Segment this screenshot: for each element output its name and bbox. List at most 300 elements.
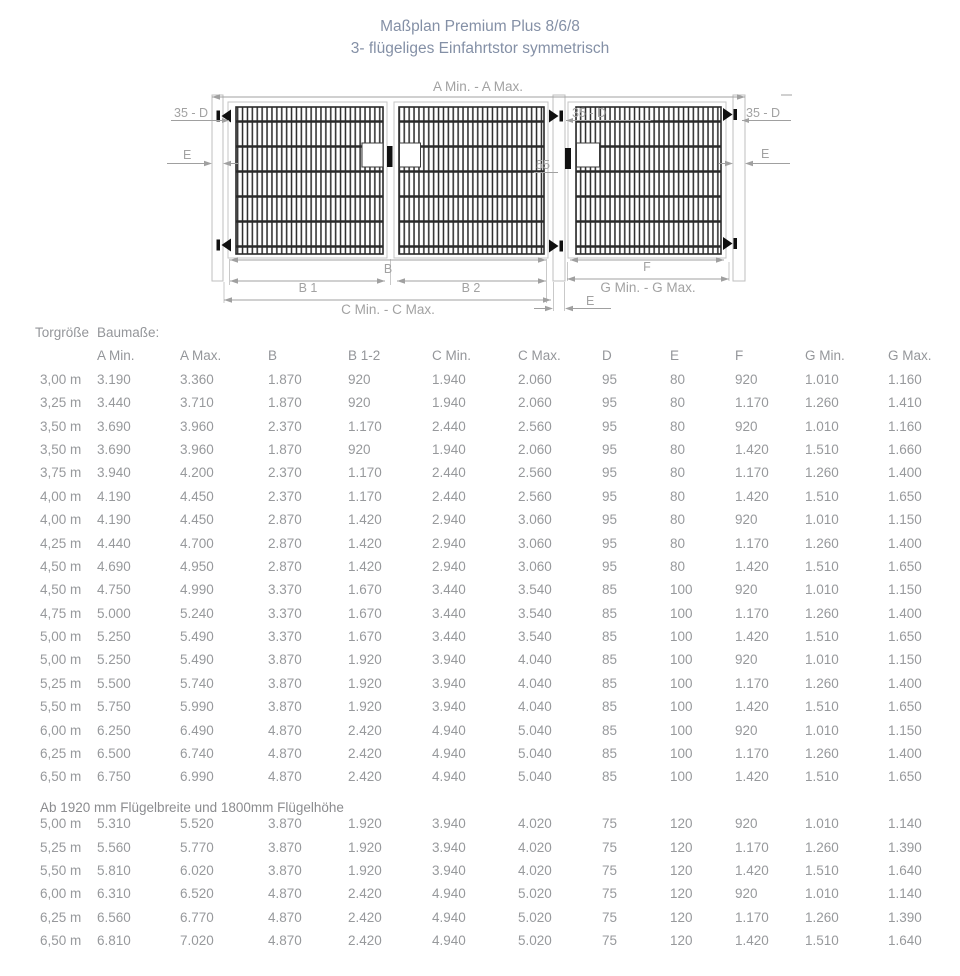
table-cell: 6,50 m	[40, 769, 82, 785]
table-cell: 4.040	[518, 699, 552, 715]
table-cell: 3.870	[268, 862, 302, 878]
col-header-torgroesse: Torgröße	[35, 325, 90, 340]
table-cell: 80	[670, 441, 686, 457]
table-cell: 4.450	[180, 488, 214, 504]
table-cell: 4,25 m	[40, 535, 82, 551]
table-cell: 95	[602, 558, 618, 574]
table-cell: 1.870	[268, 371, 302, 387]
header-spacer	[35, 344, 97, 367]
table-cell: 920	[735, 418, 758, 434]
table-cell: 1.920	[348, 839, 382, 855]
header-spacer	[518, 321, 602, 344]
hinge-icon	[723, 237, 737, 250]
table-cell: 75	[602, 886, 618, 902]
table-cell: 6,25 m	[40, 746, 82, 762]
table-cell: 1.010	[805, 816, 839, 832]
dim-label-g: G Min. - G Max.	[600, 280, 696, 295]
table-cell: 1.010	[805, 886, 839, 902]
table-cell: 5,00 m	[40, 629, 82, 645]
table-cell: 1.010	[805, 512, 839, 528]
table-cell: 120	[670, 933, 693, 949]
table-cell: 5.250	[97, 652, 131, 668]
table-cell: 80	[670, 558, 686, 574]
table-cell: 4.700	[180, 535, 214, 551]
table-cell: 4.870	[268, 933, 302, 949]
table-cell: 3.940	[432, 699, 466, 715]
table-cell: 1.920	[348, 675, 382, 691]
table-cell: 85	[602, 582, 618, 598]
table-cell: 1.170	[735, 909, 769, 925]
table-cell: 80	[670, 512, 686, 528]
table-cell: 3.540	[518, 605, 552, 621]
dim-label-e-left: E	[183, 148, 192, 162]
col-header: D	[602, 348, 612, 364]
table-cell: 100	[670, 769, 693, 785]
table-cell: 1.420	[735, 629, 769, 645]
table-cell: 6,50 m	[40, 933, 82, 949]
table-cell: 5.020	[518, 933, 552, 949]
table-cell: 5,50 m	[40, 699, 82, 715]
table-cell: 3,25 m	[40, 395, 82, 411]
table-cell: 1.010	[805, 722, 839, 738]
table-cell: 1.510	[805, 441, 839, 457]
table-cell: 4.990	[180, 582, 214, 598]
table-cell: 1.420	[348, 535, 382, 551]
table-cell: 3.370	[268, 605, 302, 621]
table-cell: 2.440	[432, 488, 466, 504]
table-cell: 4.450	[180, 512, 214, 528]
table-cell: 95	[602, 488, 618, 504]
table-cell: 5.250	[97, 629, 131, 645]
table-cell: 5.240	[180, 605, 214, 621]
table-cell: 100	[670, 582, 693, 598]
table-cell: 3.440	[432, 605, 466, 621]
table-cell: 5,25 m	[40, 675, 82, 691]
table-cell: 5.560	[97, 839, 131, 855]
table-cell: 920	[735, 652, 758, 668]
table-cell: 1.260	[805, 605, 839, 621]
table-cell: 3.940	[432, 675, 466, 691]
table-cell: 100	[670, 699, 693, 715]
table-cell: 3.440	[432, 629, 466, 645]
table-cell: 4.870	[268, 746, 302, 762]
table-cell: 1.170	[735, 465, 769, 481]
table-cell: 1.510	[805, 769, 839, 785]
table-cell: 3.960	[180, 441, 214, 457]
table-cell: 2.370	[268, 488, 302, 504]
table-cell: 6.750	[97, 769, 131, 785]
table-cell: 1.400	[888, 675, 922, 691]
dim-label-e-bottom: E	[586, 294, 595, 308]
table-cell: 95	[602, 441, 618, 457]
table-cell: 1.420	[348, 512, 382, 528]
latch-right	[565, 148, 571, 169]
table-cell: 6.770	[180, 909, 214, 925]
table-cell: 1.170	[735, 675, 769, 691]
table-cell: 5.770	[180, 839, 214, 855]
hinge-icon	[217, 239, 232, 252]
table-cell: 6.520	[180, 886, 214, 902]
col-header: B 1-2	[348, 348, 381, 364]
table-cell: 85	[602, 769, 618, 785]
table-cell: 100	[670, 605, 693, 621]
table-cell: 1.650	[888, 699, 922, 715]
table-cell: 80	[670, 395, 686, 411]
table-cell: 3.060	[518, 535, 552, 551]
table-cell: 1.420	[735, 699, 769, 715]
table-cell: 920	[735, 371, 758, 387]
table-cell: 4.440	[97, 535, 131, 551]
dim-label-c: C Min. - C Max.	[341, 302, 435, 317]
table-cell: 3.690	[97, 441, 131, 457]
table-cell: 920	[735, 512, 758, 528]
dim-label-f: F	[643, 260, 651, 274]
table-cell: 95	[602, 418, 618, 434]
dim-label-b2: B 2	[461, 281, 481, 295]
table-cell: 5.040	[518, 769, 552, 785]
header-spacer	[268, 321, 348, 344]
table-cell: 4.870	[268, 722, 302, 738]
table-cell: 1.420	[735, 862, 769, 878]
gate-wing-middle	[394, 102, 548, 258]
table-cell: 6.310	[97, 886, 131, 902]
table-cell: 1.650	[888, 629, 922, 645]
table-cell: 1.940	[432, 395, 466, 411]
table-cell: 3,50 m	[40, 441, 82, 457]
table-cell: 6.250	[97, 722, 131, 738]
table-cell: 1.670	[348, 582, 382, 598]
table-cell: 4.870	[268, 909, 302, 925]
table-cell: 1.660	[888, 441, 922, 457]
col-header: G Min.	[805, 348, 845, 364]
table-cell: 85	[602, 722, 618, 738]
table-cell: 2.420	[348, 769, 382, 785]
col-header: C Min.	[432, 348, 472, 364]
dim-label-55: 55	[536, 158, 550, 172]
table-cell: 120	[670, 816, 693, 832]
table-cell: 2.420	[348, 722, 382, 738]
table-cell: 85	[602, 746, 618, 762]
table-cell: 1.640	[888, 862, 922, 878]
table-cell: 75	[602, 839, 618, 855]
table-cell: 3.190	[97, 371, 131, 387]
table-cell: 2.420	[348, 909, 382, 925]
table-cell: 6.020	[180, 862, 214, 878]
table-cell: 6.490	[180, 722, 214, 738]
table-cell: 1.640	[888, 933, 922, 949]
header-spacer	[180, 321, 268, 344]
table-cell: 5.810	[97, 862, 131, 878]
table-cell: 95	[602, 371, 618, 387]
table-cell: 3.690	[97, 418, 131, 434]
table-cell: 2.870	[268, 558, 302, 574]
header-spacer	[735, 321, 805, 344]
table-cell: 1.420	[735, 769, 769, 785]
table-cell: 920	[348, 371, 371, 387]
table-cell: 3.360	[180, 371, 214, 387]
table-cell: 3.870	[268, 839, 302, 855]
table-cell: 1.150	[888, 722, 922, 738]
table-cell: 1.650	[888, 769, 922, 785]
table-cell: 120	[670, 886, 693, 902]
table-cell: 1.260	[805, 465, 839, 481]
table-cell: 4,50 m	[40, 582, 82, 598]
table-cell: 1.170	[348, 418, 382, 434]
table-cell: 4,00 m	[40, 488, 82, 504]
table-cell: 1.010	[805, 418, 839, 434]
col-header: G Max.	[888, 348, 932, 364]
col-header: C Max.	[518, 348, 561, 364]
col-header: E	[670, 348, 680, 364]
table-cell: 1.670	[348, 605, 382, 621]
table-cell: 1.260	[805, 909, 839, 925]
table-cell: 120	[670, 909, 693, 925]
table-cell: 5.020	[518, 886, 552, 902]
table-cell: 6,00 m	[40, 886, 82, 902]
table-cell: 5,50 m	[40, 862, 82, 878]
col-header-baumasse: Baumaße:	[97, 325, 160, 340]
table-cell: 1.510	[805, 933, 839, 949]
table-cell: 80	[670, 418, 686, 434]
table-cell: 3.440	[97, 395, 131, 411]
table-cell: 2.560	[518, 488, 552, 504]
table-cell: 1.150	[888, 652, 922, 668]
table-cell: 85	[602, 605, 618, 621]
table-cell: 2.440	[432, 418, 466, 434]
header-spacer	[805, 321, 888, 344]
table-cell: 85	[602, 675, 618, 691]
table-cell: 6.810	[97, 933, 131, 949]
dim-label-b1: B 1	[298, 281, 318, 295]
table-cell: 1.400	[888, 535, 922, 551]
gate-dimension-drawing	[0, 0, 960, 330]
table-cell: 5.520	[180, 816, 214, 832]
table-cell: 75	[602, 909, 618, 925]
table-cell: 95	[602, 512, 618, 528]
table-cell: 2.060	[518, 395, 552, 411]
dim-label-a: A Min. - A Max.	[432, 79, 524, 94]
table-cell: 1.010	[805, 652, 839, 668]
table-cell: 1.140	[888, 886, 922, 902]
table-cell: 2.560	[518, 418, 552, 434]
table-cell: 2.370	[268, 418, 302, 434]
dim-label-35d-left: 35 - D	[174, 106, 209, 120]
table-cell: 3.370	[268, 582, 302, 598]
table-cell: 6.740	[180, 746, 214, 762]
table-cell: 85	[602, 629, 618, 645]
table-cell: 4.020	[518, 839, 552, 855]
table-cell: 3.940	[432, 839, 466, 855]
table-cell: 95	[602, 535, 618, 551]
table-cell: 5,00 m	[40, 652, 82, 668]
table-cell: 1.410	[888, 395, 922, 411]
table-cell: 1.420	[735, 933, 769, 949]
table-cell: 4.940	[432, 746, 466, 762]
table-cell: 120	[670, 862, 693, 878]
table-cell: 4.750	[97, 582, 131, 598]
col-header: F	[735, 348, 744, 364]
table-cell: 4.940	[432, 933, 466, 949]
table-cell: 85	[602, 652, 618, 668]
hinge-icon	[723, 108, 737, 121]
gate-wing-left	[228, 102, 387, 258]
table-cell: 1.650	[888, 488, 922, 504]
table-cell: 920	[735, 816, 758, 832]
table-cell: 1.160	[888, 418, 922, 434]
table-cell: 4,50 m	[40, 558, 82, 574]
table-cell: 1.650	[888, 558, 922, 574]
table-cell: 1.420	[735, 488, 769, 504]
section-note: Ab 1920 mm Flügelbreite und 1800mm Flügelhöhe	[40, 799, 344, 815]
table-cell: 1.170	[348, 465, 382, 481]
table-cell: 1.510	[805, 862, 839, 878]
table-cell: 1.260	[805, 395, 839, 411]
table-cell: 1.510	[805, 558, 839, 574]
table-cell: 4.040	[518, 675, 552, 691]
table-cell: 100	[670, 652, 693, 668]
table-cell: 75	[602, 933, 618, 949]
table-cell: 1.390	[888, 909, 922, 925]
table-cell: 1.150	[888, 512, 922, 528]
table-cell: 75	[602, 816, 618, 832]
latch-middle	[387, 146, 393, 167]
table-cell: 100	[670, 746, 693, 762]
dim-label-35d-middle: 35 - D	[572, 106, 607, 120]
header-spacer	[432, 321, 518, 344]
table-cell: 4.950	[180, 558, 214, 574]
table-cell: 3.540	[518, 629, 552, 645]
table-cell: 1.940	[432, 441, 466, 457]
title-line-2: 3- flügeliges Einfahrtstor symmetrisch	[350, 40, 610, 57]
lock-box	[400, 143, 421, 167]
header-spacer	[888, 321, 950, 344]
table-cell: 5.000	[97, 605, 131, 621]
table-cell: 4.690	[97, 558, 131, 574]
table-cell: 3.870	[268, 675, 302, 691]
table-cell: 1.920	[348, 862, 382, 878]
table-cell: 6.560	[97, 909, 131, 925]
table-cell: 2.560	[518, 465, 552, 481]
table-cell: 6,00 m	[40, 722, 82, 738]
table-cell: 7.020	[180, 933, 214, 949]
col-header: B	[268, 348, 278, 364]
table-cell: 1.920	[348, 816, 382, 832]
table-cell: 3.710	[180, 395, 214, 411]
table-cell: 4.190	[97, 512, 131, 528]
table-cell: 1.870	[268, 441, 302, 457]
table-cell: 1.510	[805, 488, 839, 504]
table-cell: 5.750	[97, 699, 131, 715]
table-cell: 2.940	[432, 512, 466, 528]
table-cell: 6.500	[97, 746, 131, 762]
table-cell: 3.060	[518, 512, 552, 528]
table-cell: 100	[670, 675, 693, 691]
table-cell: 3.870	[268, 699, 302, 715]
table-cell: 5.020	[518, 909, 552, 925]
table-cell: 4.020	[518, 862, 552, 878]
gate-wing-right	[568, 102, 726, 258]
table-cell: 1.420	[735, 558, 769, 574]
table-cell: 2.440	[432, 465, 466, 481]
table-cell: 920	[735, 886, 758, 902]
table-cell: 3.370	[268, 629, 302, 645]
table-cell: 1.510	[805, 699, 839, 715]
table-cell: 1.010	[805, 371, 839, 387]
table-cell: 3.440	[432, 582, 466, 598]
dim-label-b: B	[383, 262, 393, 276]
table-cell: 5.500	[97, 675, 131, 691]
table-cell: 2.420	[348, 746, 382, 762]
table-cell: 2.940	[432, 535, 466, 551]
table-cell: 2.420	[348, 886, 382, 902]
table-cell: 1.160	[888, 371, 922, 387]
table-cell: 2.940	[432, 558, 466, 574]
table-cell: 3.940	[432, 816, 466, 832]
table-cell: 3.940	[432, 652, 466, 668]
table-cell: 4.020	[518, 816, 552, 832]
table-cell: 120	[670, 839, 693, 855]
table-cell: 1.170	[735, 605, 769, 621]
table-cell: 80	[670, 535, 686, 551]
table-cell: 1.170	[735, 746, 769, 762]
header-spacer	[670, 321, 735, 344]
table-cell: 1.670	[348, 629, 382, 645]
table-cell: 1.170	[735, 395, 769, 411]
table-cell: 6.990	[180, 769, 214, 785]
table-cell: 1.870	[268, 395, 302, 411]
table-cell: 75	[602, 862, 618, 878]
table-cell: 5.490	[180, 629, 214, 645]
table-cell: 4.940	[432, 722, 466, 738]
table-cell: 1.390	[888, 839, 922, 855]
table-cell: 5.040	[518, 722, 552, 738]
table-cell: 920	[735, 722, 758, 738]
table-cell: 5,25 m	[40, 839, 82, 855]
table-cell: 1.400	[888, 465, 922, 481]
table-cell: 1.260	[805, 675, 839, 691]
table-cell: 1.140	[888, 816, 922, 832]
table-cell: 3.960	[180, 418, 214, 434]
lock-box	[362, 143, 383, 167]
table-cell: 1.170	[735, 839, 769, 855]
table-cell: 6,25 m	[40, 909, 82, 925]
table-cell: 3.940	[97, 465, 131, 481]
table-cell: 4.870	[268, 769, 302, 785]
table-cell: 1.170	[735, 535, 769, 551]
title-line-1: Maßplan Premium Plus 8/6/8	[380, 18, 580, 35]
col-header: A Min.	[97, 348, 135, 364]
table-cell: 1.510	[805, 629, 839, 645]
dim-label-e-right: E	[761, 147, 770, 161]
table-cell: 95	[602, 395, 618, 411]
table-cell: 4.190	[97, 488, 131, 504]
table-cell: 4.200	[180, 465, 214, 481]
table-cell: 3.540	[518, 582, 552, 598]
table-cell: 5.040	[518, 746, 552, 762]
table-cell: 920	[348, 395, 371, 411]
table-cell: 1.940	[432, 371, 466, 387]
table-cell: 1.260	[805, 839, 839, 855]
table-cell: 920	[735, 582, 758, 598]
table-cell: 1.920	[348, 699, 382, 715]
table-cell: 5.490	[180, 652, 214, 668]
table-cell: 4,00 m	[40, 512, 82, 528]
table-cell: 100	[670, 629, 693, 645]
table-cell: 1.400	[888, 746, 922, 762]
table-cell: 85	[602, 699, 618, 715]
table-cell: 100	[670, 722, 693, 738]
table-cell: 5,00 m	[40, 816, 82, 832]
